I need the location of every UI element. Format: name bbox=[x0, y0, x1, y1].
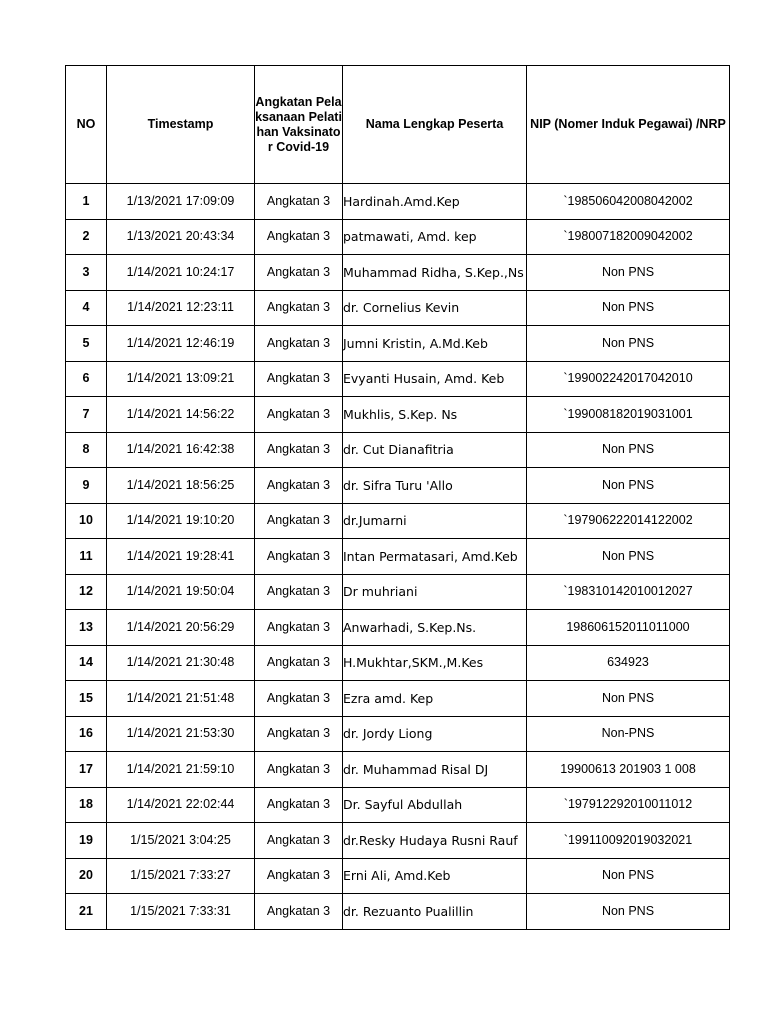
participant-name-cell: Jumni Kristin, A.Md.Keb bbox=[343, 326, 527, 362]
timestamp-cell: 1/15/2021 3:04:25 bbox=[107, 823, 255, 859]
row-number: 10 bbox=[66, 503, 107, 539]
participant-name-cell: dr. Jordy Liong bbox=[343, 716, 527, 752]
participant-name-cell: dr.Jumarni bbox=[343, 503, 527, 539]
nip-cell: Non PNS bbox=[527, 290, 730, 326]
timestamp-cell: 1/14/2021 20:56:29 bbox=[107, 610, 255, 646]
table-row bbox=[66, 326, 730, 362]
participant-name-cell: dr. Rezuanto Pualillin bbox=[343, 894, 527, 930]
row-number: 16 bbox=[66, 716, 107, 752]
header-timestamp: Timestamp bbox=[107, 66, 255, 184]
angkatan-cell: Angkatan 3 bbox=[255, 432, 343, 468]
participant-name-cell: Intan Permatasari, Amd.Keb bbox=[343, 539, 527, 575]
timestamp-cell: 1/14/2021 19:50:04 bbox=[107, 574, 255, 610]
row-number: 7 bbox=[66, 397, 107, 433]
angkatan-cell: Angkatan 3 bbox=[255, 858, 343, 894]
participant-name-cell: Dr. Sayful Abdullah bbox=[343, 787, 527, 823]
row-number: 15 bbox=[66, 681, 107, 717]
timestamp-cell: 1/14/2021 16:42:38 bbox=[107, 432, 255, 468]
angkatan-cell: Angkatan 3 bbox=[255, 645, 343, 681]
participant-name-cell: Anwarhadi, S.Kep.Ns. bbox=[343, 610, 527, 646]
participant-name-cell: dr.Resky Hudaya Rusni Rauf bbox=[343, 823, 527, 859]
timestamp-cell: 1/13/2021 20:43:34 bbox=[107, 219, 255, 255]
table-header bbox=[66, 66, 730, 184]
row-number: 11 bbox=[66, 539, 107, 575]
angkatan-cell: Angkatan 3 bbox=[255, 894, 343, 930]
participant-name-cell: patmawati, Amd. kep bbox=[343, 219, 527, 255]
angkatan-cell: Angkatan 3 bbox=[255, 184, 343, 220]
table-row bbox=[66, 752, 730, 788]
angkatan-cell: Angkatan 3 bbox=[255, 468, 343, 504]
table-row bbox=[66, 894, 730, 930]
participant-name-cell: Muhammad Ridha, S.Kep.,Ns bbox=[343, 255, 527, 291]
table-row bbox=[66, 787, 730, 823]
participant-name-cell: H.Mukhtar,SKM.,M.Kes bbox=[343, 645, 527, 681]
angkatan-cell: Angkatan 3 bbox=[255, 290, 343, 326]
row-number: 2 bbox=[66, 219, 107, 255]
timestamp-cell: 1/15/2021 7:33:27 bbox=[107, 858, 255, 894]
timestamp-cell: 1/14/2021 18:56:25 bbox=[107, 468, 255, 504]
table-row bbox=[66, 432, 730, 468]
participant-name-cell: Mukhlis, S.Kep. Ns bbox=[343, 397, 527, 433]
nip-cell: `198506042008042002 bbox=[527, 184, 730, 220]
nip-cell: 198606152011011000 bbox=[527, 610, 730, 646]
header-row bbox=[66, 66, 730, 184]
nip-cell: Non PNS bbox=[527, 255, 730, 291]
nip-cell: Non PNS bbox=[527, 539, 730, 575]
row-number: 5 bbox=[66, 326, 107, 362]
participant-name-cell: Ezra amd. Kep bbox=[343, 681, 527, 717]
nip-cell: `199110092019032021 bbox=[527, 823, 730, 859]
angkatan-cell: Angkatan 3 bbox=[255, 503, 343, 539]
angkatan-cell: Angkatan 3 bbox=[255, 539, 343, 575]
timestamp-cell: 1/15/2021 7:33:31 bbox=[107, 894, 255, 930]
timestamp-cell: 1/14/2021 19:28:41 bbox=[107, 539, 255, 575]
table-row bbox=[66, 468, 730, 504]
timestamp-cell: 1/14/2021 21:53:30 bbox=[107, 716, 255, 752]
row-number: 12 bbox=[66, 574, 107, 610]
table-row bbox=[66, 361, 730, 397]
angkatan-cell: Angkatan 3 bbox=[255, 219, 343, 255]
angkatan-cell: Angkatan 3 bbox=[255, 610, 343, 646]
nip-cell: Non PNS bbox=[527, 432, 730, 468]
timestamp-cell: 1/14/2021 21:30:48 bbox=[107, 645, 255, 681]
timestamp-cell: 1/14/2021 10:24:17 bbox=[107, 255, 255, 291]
participant-name-cell: Hardinah.Amd.Kep bbox=[343, 184, 527, 220]
nip-cell: `198007182009042002 bbox=[527, 219, 730, 255]
angkatan-cell: Angkatan 3 bbox=[255, 752, 343, 788]
header-angkatan: Angkatan Pelaksanaan Pelatihan Vaksinator Covid-19 bbox=[255, 66, 343, 184]
timestamp-cell: 1/14/2021 21:59:10 bbox=[107, 752, 255, 788]
header-no: NO bbox=[66, 66, 107, 184]
row-number: 6 bbox=[66, 361, 107, 397]
participant-table bbox=[65, 65, 730, 930]
table-row bbox=[66, 539, 730, 575]
timestamp-cell: 1/14/2021 12:46:19 bbox=[107, 326, 255, 362]
row-number: 20 bbox=[66, 858, 107, 894]
timestamp-cell: 1/14/2021 12:23:11 bbox=[107, 290, 255, 326]
row-number: 14 bbox=[66, 645, 107, 681]
participant-name-cell: Evyanti Husain, Amd. Keb bbox=[343, 361, 527, 397]
participant-name-cell: dr. Muhammad Risal DJ bbox=[343, 752, 527, 788]
nip-cell: `198310142010012027 bbox=[527, 574, 730, 610]
nip-cell: `199002242017042010 bbox=[527, 361, 730, 397]
nip-cell: `199008182019031001 bbox=[527, 397, 730, 433]
table-row bbox=[66, 681, 730, 717]
nip-cell: Non PNS bbox=[527, 468, 730, 504]
participant-name-cell: dr. Cornelius Kevin bbox=[343, 290, 527, 326]
nip-cell: Non PNS bbox=[527, 858, 730, 894]
table-row bbox=[66, 858, 730, 894]
table-row bbox=[66, 645, 730, 681]
table-row bbox=[66, 716, 730, 752]
table-body bbox=[66, 184, 730, 930]
row-number: 8 bbox=[66, 432, 107, 468]
table-row bbox=[66, 290, 730, 326]
nip-cell: 634923 bbox=[527, 645, 730, 681]
angkatan-cell: Angkatan 3 bbox=[255, 361, 343, 397]
row-number: 18 bbox=[66, 787, 107, 823]
row-number: 17 bbox=[66, 752, 107, 788]
row-number: 9 bbox=[66, 468, 107, 504]
angkatan-cell: Angkatan 3 bbox=[255, 681, 343, 717]
participant-name-cell: dr. Sifra Turu 'Allo bbox=[343, 468, 527, 504]
timestamp-cell: 1/14/2021 19:10:20 bbox=[107, 503, 255, 539]
angkatan-cell: Angkatan 3 bbox=[255, 787, 343, 823]
row-number: 4 bbox=[66, 290, 107, 326]
participant-name-cell: Erni Ali, Amd.Keb bbox=[343, 858, 527, 894]
row-number: 1 bbox=[66, 184, 107, 220]
angkatan-cell: Angkatan 3 bbox=[255, 255, 343, 291]
angkatan-cell: Angkatan 3 bbox=[255, 716, 343, 752]
timestamp-cell: 1/14/2021 22:02:44 bbox=[107, 787, 255, 823]
nip-cell: 19900613 201903 1 008 bbox=[527, 752, 730, 788]
table-row bbox=[66, 184, 730, 220]
nip-cell: `197912292010011012 bbox=[527, 787, 730, 823]
timestamp-cell: 1/14/2021 21:51:48 bbox=[107, 681, 255, 717]
timestamp-cell: 1/14/2021 14:56:22 bbox=[107, 397, 255, 433]
angkatan-cell: Angkatan 3 bbox=[255, 326, 343, 362]
nip-cell: Non PNS bbox=[527, 894, 730, 930]
table-row bbox=[66, 610, 730, 646]
row-number: 19 bbox=[66, 823, 107, 859]
timestamp-cell: 1/14/2021 13:09:21 bbox=[107, 361, 255, 397]
table-row bbox=[66, 574, 730, 610]
row-number: 21 bbox=[66, 894, 107, 930]
table-row bbox=[66, 255, 730, 291]
nip-cell: `197906222014122002 bbox=[527, 503, 730, 539]
table-row bbox=[66, 503, 730, 539]
nip-cell: Non PNS bbox=[527, 681, 730, 717]
participant-name-cell: dr. Cut Dianafitria bbox=[343, 432, 527, 468]
header-nip: NIP (Nomer Induk Pegawai) /NRP bbox=[527, 66, 730, 184]
row-number: 13 bbox=[66, 610, 107, 646]
participant-name-cell: Dr muhriani bbox=[343, 574, 527, 610]
row-number: 3 bbox=[66, 255, 107, 291]
angkatan-cell: Angkatan 3 bbox=[255, 397, 343, 433]
angkatan-cell: Angkatan 3 bbox=[255, 823, 343, 859]
nip-cell: Non PNS bbox=[527, 326, 730, 362]
angkatan-cell: Angkatan 3 bbox=[255, 574, 343, 610]
table-row bbox=[66, 823, 730, 859]
header-nama: Nama Lengkap Peserta bbox=[343, 66, 527, 184]
timestamp-cell: 1/13/2021 17:09:09 bbox=[107, 184, 255, 220]
table-row bbox=[66, 219, 730, 255]
table-row bbox=[66, 397, 730, 433]
nip-cell: Non-PNS bbox=[527, 716, 730, 752]
